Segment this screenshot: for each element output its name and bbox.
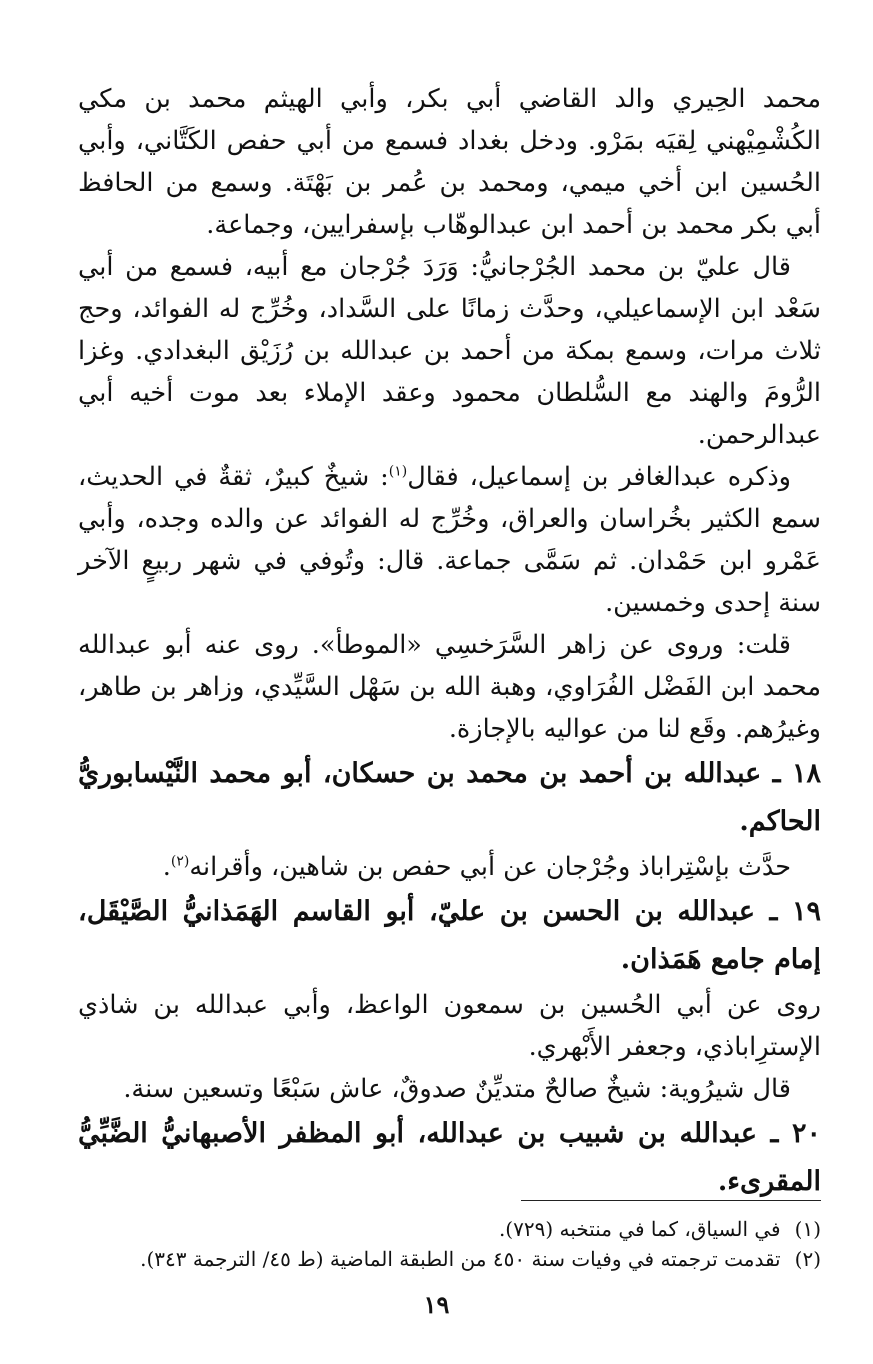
paragraph-5 xyxy=(78,846,821,888)
footnote-text: في السياق، كما في منتخبه (٧٢٩). xyxy=(498,1217,781,1241)
footnote-1 xyxy=(78,1214,821,1244)
footnote-text: تقدمت ترجمته في وفيات سنة ٤٥٠ من الطبقة الماضية (ط ٤٥/ الترجمة ٣٤٣). xyxy=(140,1247,781,1271)
paragraph-5-end: . xyxy=(162,852,171,882)
paragraph-2: قال عليّ بن محمد الجُرْجانيُّ: وَرَدَ جُرْجان مع أبيه، فسمع من أبي سَعْد ابن الإسماعيلي، وحدَّث زمانًا على السَّداد، وخُرِّج له الفوائد، وحج ثلاث مرات، وسمع بمكة من أحمد بن عبدالله بن رُزَيْق البغدادي. وغزا الرُّومَ والهند مع السُّلطان محمود وعقد الإملاء بعد موت أخيه أبي عبدالرحمن. xyxy=(78,252,821,450)
page-number: ١٩ xyxy=(423,1290,450,1319)
paragraph-3 xyxy=(78,456,821,624)
entry-heading-19: ١٩ ـ عبدالله بن الحسن بن عليّ، أبو القاسم الهَمَذانيُّ الصَّيْقَل، إمام جامع هَمَذان. xyxy=(78,896,821,975)
footnote-ref-1[interactable]: (١) xyxy=(388,463,408,480)
footnotes xyxy=(78,1214,821,1274)
footnote-2 xyxy=(78,1244,821,1274)
entry-heading-20: ٢٠ ـ عبدالله بن شبيب بن عبدالله، أبو المظفر الأصبهانيُّ الضَّبِّيُّ المقرىء. xyxy=(78,1118,821,1197)
paragraph-5-lead: حدَّث بإسْتِراباذ وجُرْجان عن أبي حفص بن شاهين، وأقرانه xyxy=(189,852,791,882)
paragraph-6: روى عن أبي الحُسين بن سمعون الواعظ، وأبي عبدالله بن شاذي الإسترِاباذي، وجعفر الأَبْهري. xyxy=(78,990,821,1062)
paragraph-3-lead: وذكره عبدالغافر بن إسماعيل، فقال xyxy=(407,462,792,492)
footnote-divider xyxy=(521,1200,821,1201)
paragraph-7: قال شيرُوية: شيخٌ صالحٌ متديِّنٌ صدوقٌ، عاش سَبْعًا وتسعين سنة. xyxy=(123,1074,791,1104)
paragraph-3-rest: : شيخٌ كبيرٌ، ثقةٌ في الحديث، سمع الكثير بخُراسان والعراق، وخُرِّج له الفوائد عن والده وجده، وأبي عَمْرو ابن حَمْدان. ثم سَمَّى جماعة. قال: وتُوفي في شهر ربيعٍ الآخر سنة إحدى وخمسين. xyxy=(78,462,821,618)
footnote-ref-2[interactable]: (٢) xyxy=(170,853,190,870)
paragraph-1: محمد الحِيري والد القاضي أبي بكر، وأبي الهيثم محمد بن مكي الكُشْمِيْهني لِقيَه بمَرْو. ودخل بغداد فسمع من أبي حفص الكَتَّاني، وأبي الحُسين ابن أخي ميمي، ومحمد بن عُمر بن بَهْتَة. وسمع من الحافظ أبي بكر محمد بن أحمد ابن عبدالوهّاب بإسفرايين، وجماعة. xyxy=(78,84,821,240)
entry-heading-18: ١٨ ـ عبدالله بن أحمد بن محمد بن حسكان، أبو محمد النَّيْسابوريُّ الحاكم. xyxy=(78,758,821,837)
footnote-number: (١) xyxy=(794,1217,821,1241)
footnote-number: (٢) xyxy=(794,1247,821,1271)
paragraph-4: قلت: وروى عن زاهر السَّرَخسِي «الموطأ». روى عنه أبو عبدالله محمد ابن الفَضْل الفُرَاوي، وهبة الله بن سَهْل السَّيِّدي، وزاهر بن طاهر، وغيرُهم. وقَع لنا من عواليه بالإجازة. xyxy=(78,630,821,744)
